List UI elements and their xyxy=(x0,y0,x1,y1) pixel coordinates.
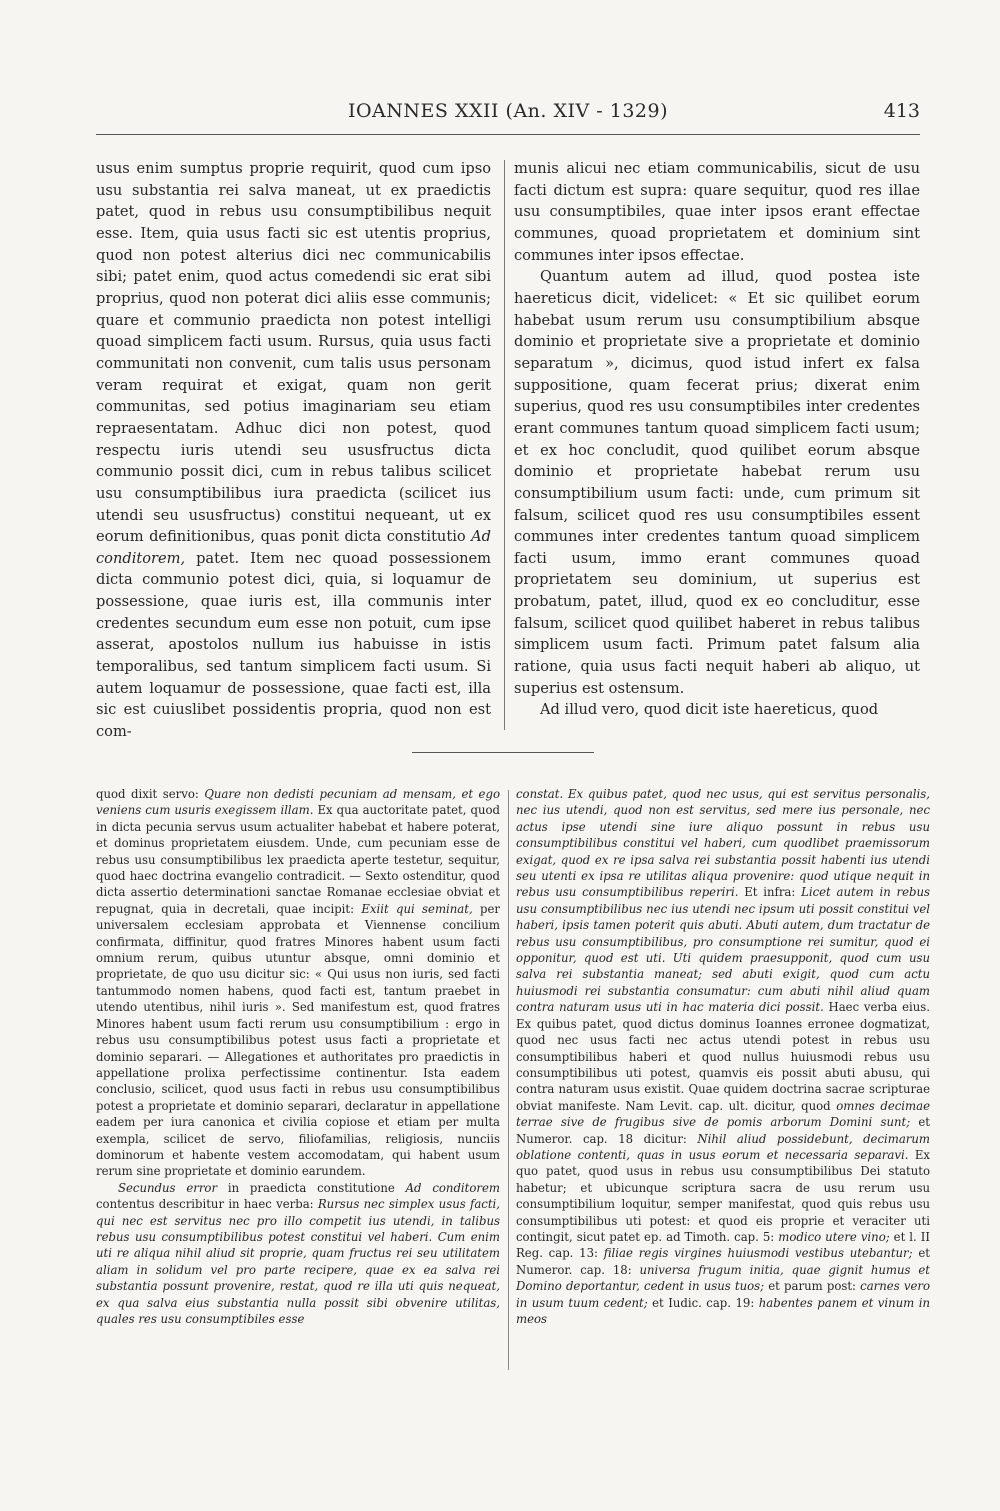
paragraph: usus enim sumptus proprie requirit, quod cum ipso usu substantia rei salva maneat, ut ex praedictis patet, quod in rebus usu consumptibilibus nequit esse. Item, quia usus facti sic est utentis proprius, quod non potest alterius dici nec communicabilis sibi; patet enim, quod actus comedendi sic erat sibi proprius, quod non poterat dici aliis esse communis; quare et communio praedicta non potest intelligi quoad simplicem facti usum. Rursus, quia usus facti communitati non convenit, cum talis usus personam veram requirat et exigat, quam non gerit communitas, sed potius imaginariam seu etiam repraesentatam. Adhuc dici non potest, quod respectu iuris utendi seu ususfructus dicta communio possit dici, cum in rebus talibus scilicet usu consumptibilibus iura praedicta (scilicet ius utendi seu ususfructus) constitui nequeant, ut ex eorum definitionibus, quas ponit dicta constitutio Ad conditorem, patet. Item nec quoad possessionem dicta communio potest dici, quia, si loquamur de possessione, quae iuris est, illa communis inter credentes secundum eum esse non potuit, cum ipse asserat, apostolos nullum ius habuisse in istis temporalibus, sed tantum simplicem facti usum. Si autem loquamur de possessione, quae facti est, illa sic est cuiuslibet possidentis propria, quod non est com- xyxy=(96,160,491,741)
notes-column-divider xyxy=(508,790,509,1370)
header-rule xyxy=(96,134,920,135)
notes-section xyxy=(96,786,930,1376)
notes-column-left xyxy=(96,786,500,1327)
paragraph: Quantum autem ad illud, quod postea iste haereticus dicit, videlicet: « Et sic quilibet eorum habebat usum rerum usu consumptibilium absque dominio et proprietate sive a proprietate et dominio separatum », dicimus, quod istud infert ex falsa suppositione, quam fecerat prius; dixerat enim superius, quod res usu consumptibiles inter credentes erant communes tantum quoad simplicem facti usum; et ex hoc concludit, quod quilibet eorum absque dominio et proprietate habebat rerum usu consumptibilium usum facti: unde, cum primum sit falsum, scilicet quod res usu consumptibiles essent communes inter credentes tantum quoad simplicem facti usum, immo erant communes quoad proprietatem seu dominium, ut superius est probatum, patet, illud, quod ex eo concluditur, esse falsum, scilicet quod quilibet haberet in rebus talibus simplicem usum facti. Primum patet falsum alia ratione, quia usus facti nequit haberi ab aliquo, ut superius est ostensum. xyxy=(514,268,920,697)
main-text xyxy=(96,158,920,741)
footnote-separator xyxy=(412,752,594,753)
notes-column-right xyxy=(516,786,930,1327)
main-column-left xyxy=(96,158,491,743)
note-paragraph: constat. Ex quibus patet, quod nec usus, qui est servitus personalis, nec ius utendi, quod non est servitus, sed mere ius personale, nec actus ipse utendi sine iure aliquo possunt in rebus usu consumptibilibus constitui vel haberi, cum quodlibet praemissorum exigat, quod ex re ipsa salva rei substantia possit habenti ius utendi seu utenti ex ipsa re utilitas aliqua provenire: quod utique nequit in rebus usu consumptibilibus reperiri. Et infra: Licet autem in rebus usu consumptibilibus nec ius utendi nec ipsum uti possit constitui vel haberi, ipsis tamen poterit quis abuti. Abuti autem, dum tractatur de rebus usu consumptibilibus, pro consumptione rei sumitur, quod ei opponitur, quod est uti. Uti quidem praesupponit, quod cum usu salva rei substantia maneat; sed abuti exigit, quod cum actu huiusmodi rei substantia consumatur: cum abuti nihil aliud quam contra naturam usus uti in hac materia dici possit. Haec verba eius. Ex quibus patet, quod dictus dominus Ioannes erronee dogmatizat, quod nec usus facti nec actus utendi potest in rebus usu consumptibilibus haberi et quod nullus huiusmodi rebus usu consumptibilibus uti potest, quamvis eis possit abuti abusu, qui contra naturam usus existit. Quae quidem doctrina sacrae scripturae obviat manifeste. Nam Levit. cap. ult. dicitur, quod omnes decimae terrae sive de frugibus sive de pomis arborum Domini sunt; et Numeror. cap. 18 dicitur: Nihil aliud possidebunt, decimarum oblatione contenti, quas in usus eorum et necessaria separavi. Ex quo patet, quod usus in rebus usu consumptibilibus Dei statuto habetur; et ubicunque scriptura sacra de usu rerum usu consumptibilium loquitur, semper manifestat, quod quis rebus usu consumptibilibus uti potest: et quod eis proprie et veraciter uti contingit, sicut patet ep. ad Timoth. cap. 5: modico utere vino; et l. II Reg. cap. 13: filiae regis virgines huiusmodi vestibus utebantur; et Numeror. cap. 18: universa frugum initia, quae gignit humus et Domino deportantur, cedent in usus tuos; et parum post: carnes vero in usum tuum cedent; et Iudic. cap. 19: habentes panem et vinum in meos xyxy=(516,787,931,1326)
paragraph: munis alicui nec etiam communicabilis, sicut de usu facti dictum est supra: quare sequitur, quod res illae usu consumptibiles, quae inter ipsos erant effectae communes, quoad proprietatem et dominium sint communes inter ipsos effectae. xyxy=(514,160,920,264)
main-column-right xyxy=(514,158,920,721)
note-paragraph: quod dixit servo: Quare non dedisti pecuniam ad mensam, et ego veniens cum usuris exegissem illam. Ex qua auctoritate patet, quod in dicta pecunia servus usum actualiter habebat et habere poterat, et dominus proprietatem eiusdem. Unde, cum pecuniam esse de rebus usu consumptibilibus lex praedicta aperte testetur, sequitur, quod haec doctrina evangelio contradicit. — Sexto ostenditur, quod dicta assertio determinationi sanctae Romanae ecclesiae obviat et repugnat, quia in decretali, quae incipit: Exiit qui seminat, per universalem ecclesiam approbata et Viennense concilium confirmata, diffinitur, quod fratres Minores habent usum facti omnium rerum, quibus utuntur absque, omni dominio et proprietate, de quo usu dicitur sic: « Qui usus non iuris, sed facti tantummodo nomen habens, quod facti est, tantum praebet in utendo utentibus, nihil iuris ». Sed manifestum est, quod fratres Minores habent usum facti rerum usu consumptibilium : ergo in rebus usu consumptibilibus potest usus facti a proprietate et dominio separari. — Allegationes et authoritates pro praedictis in appellatione prolixa perfectissime continentur. Ista eadem conclusio, scilicet, quod usus facti in rebus usu consumptibilibus potest a proprietate et dominio separari, declaratur in appellatione eadem per iura canonica et civilia copiose et etiam per multa exempla, scilicet de servo, filiofamilias, religiosis, nunciis dominorum et habente vestem accomodatam, qui habent usum rerum sine proprietate et dominio earundem. xyxy=(96,787,501,1179)
page-number: 413 xyxy=(883,100,920,122)
running-header xyxy=(96,100,920,134)
note-paragraph: Secundus error in praedicta constitutione Ad conditorem contentus describitur in haec verba: Rursus nec simplex usus facti, qui nec est servitus nec pro illo competit ius utendi, in talibus rebus usu consumptibilibus potest constitui vel haberi. Cum enim uti re aliqua nihil aliud sit proprie, quam fructus rei seu utilitatem aliam in solidum vel pro parte recipere, quae ex ea salva rei substantia possunt provenire, restat, quod re illa uti quis nequeat, ex qua salva eius substantia nulla possit sibi obvenire utilitas, quales res usu consumptibiles esse xyxy=(96,1180,500,1326)
column-divider xyxy=(504,160,505,730)
running-title: IOANNES XXII (An. XIV - 1329) xyxy=(347,100,669,122)
paragraph: Ad illud vero, quod dicit iste haereticus, quod xyxy=(540,701,879,719)
